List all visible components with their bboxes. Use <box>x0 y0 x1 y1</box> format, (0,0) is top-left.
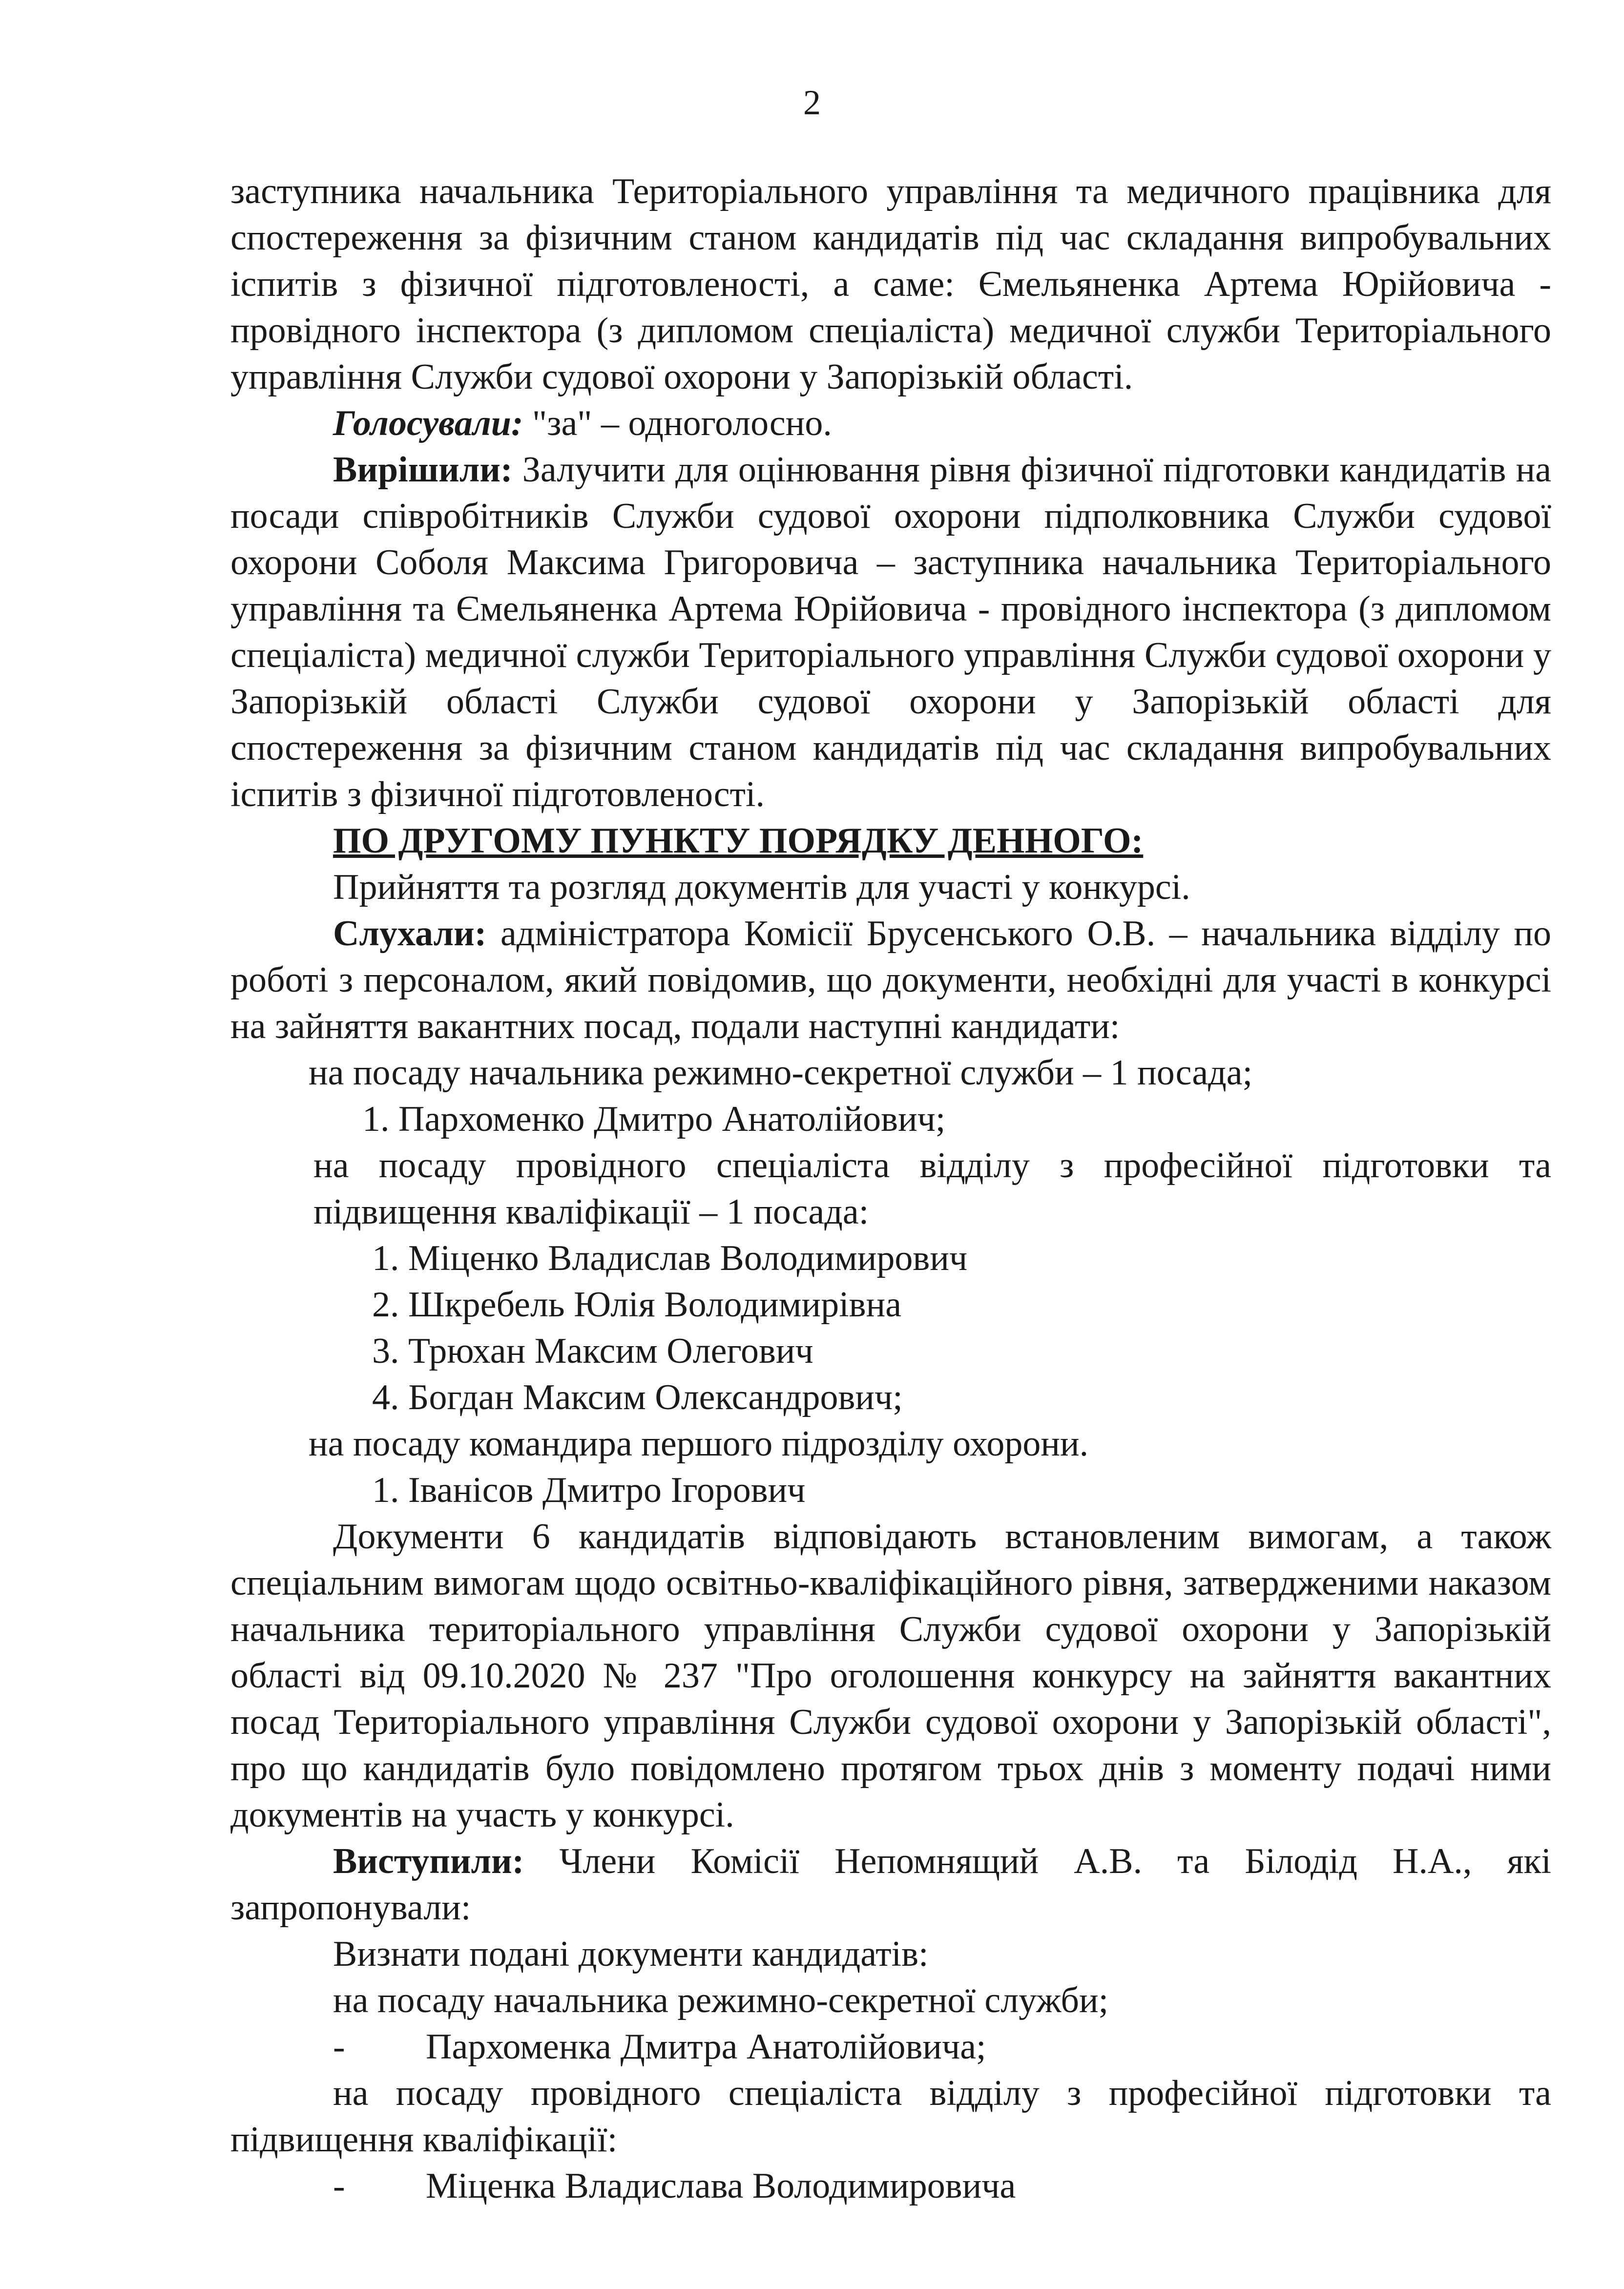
candidate-item: 1. Міценко Владислав Володимирович <box>372 1238 968 1278</box>
recognized-candidate-name: Міценка Владислава Володимировича <box>426 2166 1016 2206</box>
recognize-paragraph: Визнати подані документи кандидатів: <box>333 1934 929 1974</box>
spoke-label: Виступили: <box>333 1841 524 1881</box>
position-3: на посаду командира першого підрозділу охорони. <box>309 1424 1089 1464</box>
decided-label: Вирішили: <box>333 450 513 490</box>
spoke-text: Члени Комісії Непомнящий А.В. та Білодід Н.А., які запропонували: <box>230 1841 1551 1928</box>
heard-paragraph <box>230 911 1551 1050</box>
voted-paragraph <box>230 400 1551 447</box>
position-2-text: на посаду провідного спеціаліста відділу з професійної підготовки та підвищення кваліфікації – 1 посада: <box>313 1145 1551 1232</box>
page-number: 2 <box>803 83 821 122</box>
recognized-candidate-name: Пархоменка Дмитра Анатолійовича; <box>426 2027 986 2067</box>
recognized-candidate <box>230 2163 1551 2209</box>
candidate-item: 2. Шкребель Юлія Володимирівна <box>372 1285 902 1325</box>
intro-paragraph: заступника начальника Територіального управління та медичного працівника для спостереження за фізичним станом кандидатів під час складання випробувальних іспитів з фізичної підготовленості, а саме: Ємельяненка Артема Юрійовича - провідного інспектора (з дипломом спеціаліста) медичної служби Територіального управління Служби судової охорони у Запорізькій області. <box>230 171 1551 397</box>
candidate-item: 1. Іванісов Дмитро Ігорович <box>372 1470 806 1510</box>
voted-label: Голосували: <box>333 403 523 443</box>
list-dash: - <box>333 2166 345 2206</box>
document-body <box>230 168 1551 2209</box>
decided-paragraph <box>230 447 1551 818</box>
voted-text: "за" – одноголосно. <box>523 403 832 443</box>
candidate-item: 3. Трюхан Максим Олегович <box>372 1331 813 1371</box>
position-2 <box>230 1143 1551 1235</box>
recognized-candidate <box>230 2024 1551 2070</box>
position-1: на посаду начальника режимно-секретної служби – 1 посада; <box>309 1053 1253 1093</box>
agenda-item: Прийняття та розгляд документів для участі у конкурсі. <box>333 867 1190 907</box>
heard-text: адміністратора Комісії Брусенського О.В. – начальника відділу по роботі з персоналом, який повідомив, що документи, необхідні для участі в конкурсі на зайняття вакантних посад, подали наступні кандидати: <box>230 914 1551 1046</box>
candidate-item: 4. Богдан Максим Олександрович; <box>372 1377 903 1417</box>
section-heading: ПО ДРУГОМУ ПУНКТУ ПОРЯДКУ ДЕННОГО: <box>333 821 1144 861</box>
spoke-paragraph <box>230 1838 1551 1931</box>
documents-paragraph: Документи 6 кандидатів відповідають встановленим вимогам, а також спеціальним вимогам щодо освітньо-кваліфікаційного рівня, затвердженими наказом начальника територіального управління Служби судової охорони у Запорізькій області від 09.10.2020 № 237 "Про оголошення конкурсу на зайняття вакантних посад Територіального управління Служби судової охорони у Запорізькій області", про що кандидатів було повідомлено протягом трьох днів з моменту подачі ними документів на участь у конкурсі. <box>230 1517 1551 1835</box>
list-dash: - <box>333 2027 345 2067</box>
heard-label: Слухали: <box>333 914 487 954</box>
recognize-position-2: на посаду провідного спеціаліста відділу з професійної підготовки та підвищення кваліфікації: <box>230 2073 1551 2160</box>
decided-text: Залучити для оцінювання рівня фізичної підготовки кандидатів на посади співробітників Служби судової охорони підполковника Служби судової охорони Соболя Максима Григоровича – заступника начальника Територіального управління та Ємельяненка Артема Юрійовича - провідного інспектора (з дипломом спеціаліста) медичної служби Територіального управління Служби судової охорони у Запорізькій області Служби судової охорони у Запорізькій області для спостереження за фізичним станом кандидатів під час складання випробувальних іспитів з фізичної підготовленості. <box>230 450 1551 814</box>
candidate-item: 1. Пархоменко Дмитро Анатолійович; <box>362 1099 946 1139</box>
recognize-position-1: на посаду начальника режимно-секретної служби; <box>333 1980 1109 2020</box>
